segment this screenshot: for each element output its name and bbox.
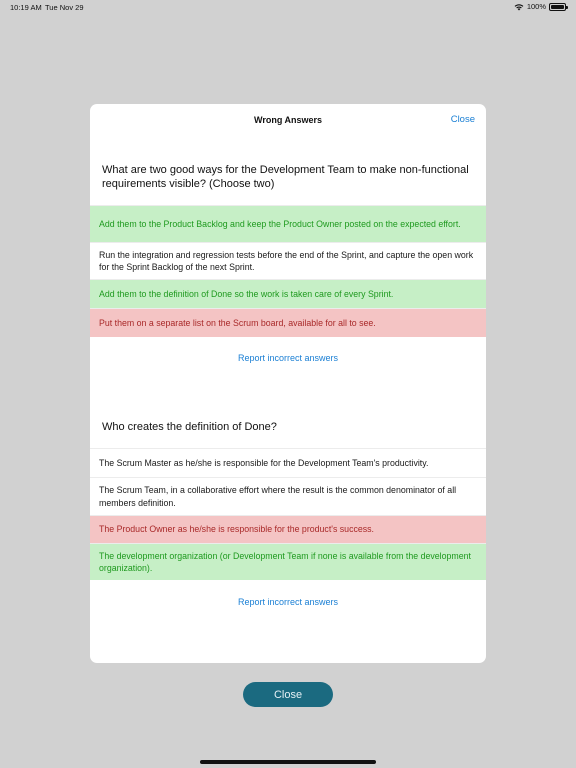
modal-close-link[interactable]: Close [450, 114, 475, 125]
close-button[interactable]: Close [243, 682, 333, 707]
answer-item: The Product Owner as he/she is responsible for the product's success. [90, 515, 486, 543]
answer-item: The Scrum Team, in a collaborative effort where the result is the common denominator of all members definition. [90, 477, 486, 515]
status-date: Tue Nov 29 [45, 3, 84, 12]
answer-item: Run the integration and regression tests before the end of the Sprint, and capture the open work for the Sprint Backlog of the next Sprint. [90, 242, 486, 279]
report-incorrect-answers-link[interactable]: Report incorrect answers [237, 353, 339, 363]
status-right [514, 2, 566, 11]
status-bar [0, 0, 576, 14]
report-incorrect-answers-link[interactable]: Report incorrect answers [237, 597, 339, 607]
wrong-answers-modal [90, 104, 486, 663]
answer-item: The Scrum Master as he/she is responsible for the Development Team's productivity. [90, 448, 486, 477]
answer-item: Add them to the definition of Done so the work is taken care of every Sprint. [90, 279, 486, 308]
answer-item: The development organization (or Development Team if none is available from the development organization). [90, 543, 486, 580]
answer-list [90, 448, 486, 580]
modal-header [90, 104, 486, 136]
wifi-icon [514, 3, 524, 11]
answer-item: Put them on a separate list on the Scrum board, available for all to see. [90, 308, 486, 337]
question-text: What are two good ways for the Development Team to make non-functional requirements visible? (Choose two) [102, 164, 469, 190]
home-indicator [200, 760, 376, 764]
answer-list [90, 205, 486, 337]
status-time: 10:19 AM [10, 3, 42, 12]
battery-percent: 100% [526, 2, 546, 11]
modal-title: Wrong Answers [253, 115, 322, 125]
answer-item: Add them to the Product Backlog and keep the Product Owner posted on the expected effort. [90, 205, 486, 242]
question-text: Who creates the definition of Done? [102, 421, 277, 433]
battery-icon [549, 3, 566, 11]
